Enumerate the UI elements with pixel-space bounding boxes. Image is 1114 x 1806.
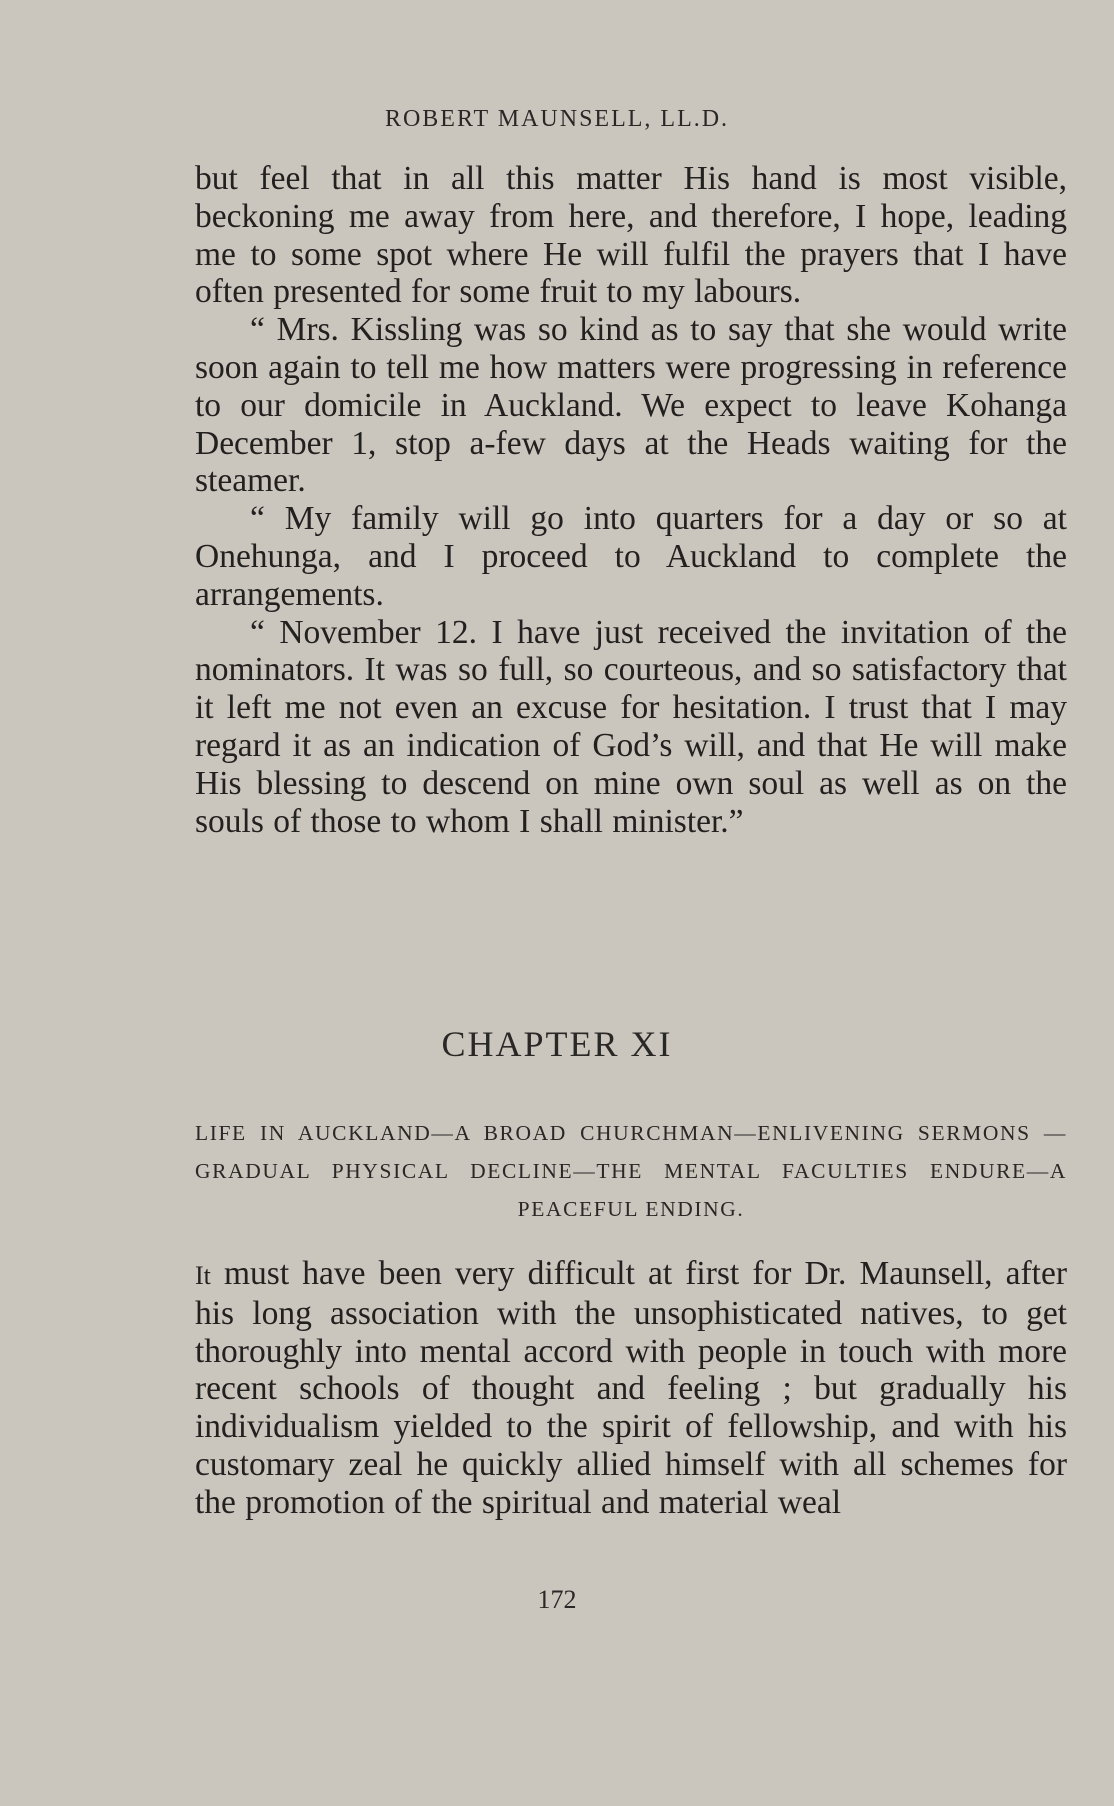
paragraph: “ My family will go into quarters for a day or so at Onehunga, and I proceed to Auckland to complete the arrangements. (195, 500, 1067, 613)
body-text-top (195, 160, 1067, 840)
page-number: 172 (537, 1585, 577, 1614)
chapter-opening-paragraph (195, 1255, 1067, 1522)
paragraph: “ November 12. I have just received the invitation of the nominators. It was so full, so courteous, and so satisfactory that it left me not even an excuse for hesitation. I trust that I may regard it as an indication of God’s will, and that He will make His blessing to descend on mine own soul as well as on the souls of those to whom I shall minister.” (195, 613, 1067, 840)
running-head: ROBERT MAUNSELL, LL.D. (384, 106, 730, 132)
chapter-title: CHAPTER XI (441, 1024, 673, 1064)
opening-small-caps: It (195, 1261, 211, 1290)
chapter-summary: LIFE IN AUCKLAND—A BROAD CHURCHMAN—ENLIVENING SERMONS — GRADUAL PHYSICAL DECLINE—THE MENTAL FACULTIES ENDURE—A PEACEFUL ENDING. (195, 1121, 1067, 1221)
body-text-bottom (195, 1255, 1067, 1522)
paragraph: “ Mrs. Kissling was so kind as to say that she would write soon again to tell me how matters were progressing in reference to our domicile in Auckland. We expect to leave Kohanga December 1, stop a-few days at the Heads waiting for the steamer. (195, 311, 1067, 500)
opening-paragraph-text: must have been very difficult at first for Dr. Maunsell, after his long association with the unsophisticated natives, to get thoroughly into mental accord with people in touch with more recent schools of thought and feeling ; but gradually his individualism yielded to the spirit of fellowship, and with his customary zeal he quickly allied himself with all schemes for the promotion of the spiritual and material weal (195, 1255, 1067, 1521)
paragraph: but feel that in all this matter His hand is most visible, beckoning me away from here, and therefore, I hope, leading me to some spot where He will fulfil the prayers that I have often presented for some fruit to my labours. (195, 160, 1067, 311)
